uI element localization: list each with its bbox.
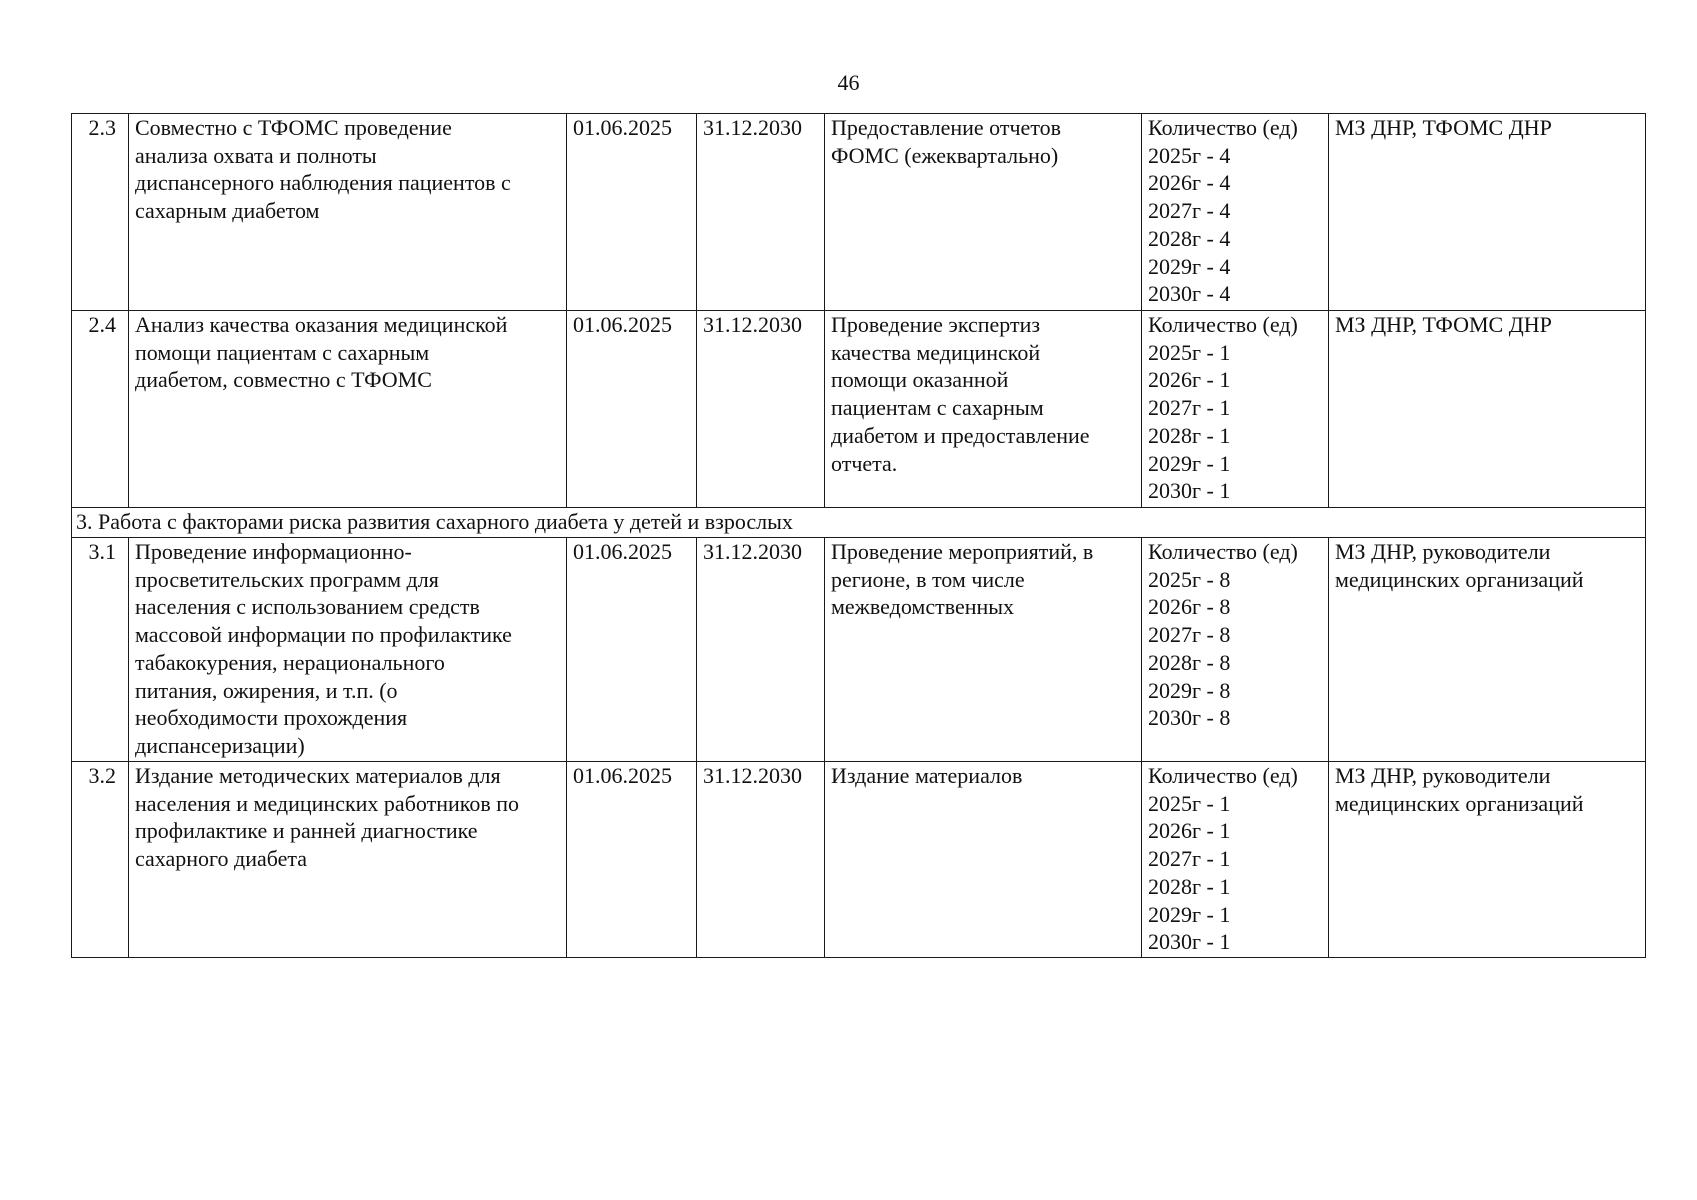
result-cell-line: пациентам с сахарным [831, 395, 1044, 421]
event-cell-line: Издание методических материалов для [135, 763, 501, 788]
responsible-cell [1329, 538, 1646, 762]
responsible-cell [1329, 762, 1646, 958]
end-date-cell: 31.12.2030 [697, 762, 825, 958]
end-date-cell: 31.12.2030 [697, 114, 825, 311]
event-cell [129, 311, 567, 508]
indicator-cell-line: 2026г - 1 [1148, 818, 1231, 844]
indicator-cell-line: 2030г - 8 [1148, 705, 1231, 731]
indicator-cell-line: 2026г - 8 [1148, 594, 1231, 620]
indicator-cell-line: 2028г - 1 [1148, 422, 1231, 448]
indicator-cell-line: 2029г - 1 [1148, 450, 1231, 476]
responsible-cell-line: МЗ ДНР, руководители [1335, 539, 1551, 564]
row-number: 2.4 [72, 311, 129, 508]
indicator-cell-line: 2025г - 1 [1148, 790, 1231, 816]
event-cell-line: необходимости прохождения [135, 705, 408, 731]
indicator-cell-line: 2027г - 1 [1148, 846, 1231, 872]
indicator-cell [1142, 762, 1329, 958]
result-cell [825, 311, 1142, 508]
event-cell-line: диабетом, совместно с ТФОМС [135, 367, 432, 393]
event-cell-line: анализа охвата и полноты [135, 142, 377, 168]
event-cell [129, 538, 567, 762]
event-cell-line: сахарным диабетом [135, 198, 320, 224]
event-cell [129, 114, 567, 311]
indicator-cell-line: Количество (ед) [1148, 312, 1298, 337]
indicator-cell-line: 2029г - 4 [1148, 253, 1231, 279]
indicator-cell-line: 2028г - 8 [1148, 649, 1231, 675]
indicator-cell-line: 2025г - 1 [1148, 339, 1231, 365]
indicator-cell-line: 2026г - 1 [1148, 367, 1231, 393]
event-cell [129, 762, 567, 958]
responsible-cell [1329, 114, 1646, 311]
page-number: 46 [837, 70, 860, 95]
result-cell [825, 114, 1142, 311]
end-date-cell: 31.12.2030 [697, 538, 825, 762]
indicator-cell-line: 2027г - 4 [1148, 198, 1231, 224]
result-cell-line: межведомственных [831, 594, 1015, 620]
table-row [72, 114, 1646, 311]
responsible-cell-line: медицинских организаций [1335, 790, 1584, 816]
event-cell-line: питания, ожирения, и т.п. (о [135, 677, 398, 703]
event-cell-line: населения с использованием средств [135, 594, 480, 620]
section-row [72, 508, 1646, 538]
result-cell-line: регионе, в том числе [831, 566, 1025, 592]
indicator-cell-line: 2027г - 1 [1148, 395, 1231, 421]
start-date-cell: 01.06.2025 [567, 114, 697, 311]
event-cell-line: Проведение информационно- [135, 539, 412, 564]
indicator-cell-line: 2029г - 8 [1148, 677, 1231, 703]
section-heading: 3. Работа с факторами риска развития сахарного диабета у детей и взрослых [72, 508, 1646, 538]
indicator-cell-line: 2028г - 1 [1148, 873, 1231, 899]
event-cell-line: массовой информации по профилактике [135, 622, 512, 648]
indicator-cell [1142, 311, 1329, 508]
event-cell-line: диспансерного наблюдения пациентов с [135, 170, 511, 196]
result-cell-line: Проведение мероприятий, в [831, 539, 1094, 564]
responsible-cell-line: МЗ ДНР, руководители [1335, 763, 1551, 788]
row-number: 3.2 [72, 762, 129, 958]
event-cell-line: профилактике и ранней диагностике [135, 818, 478, 844]
indicator-cell-line: Количество (ед) [1148, 763, 1298, 788]
responsible-cell-line: МЗ ДНР, ТФОМС ДНР [1335, 115, 1552, 140]
result-cell-line: Предоставление отчетов [831, 115, 1062, 140]
event-cell-line: Совместно с ТФОМС проведение [135, 115, 452, 140]
table-row [72, 538, 1646, 762]
row-number: 2.3 [72, 114, 129, 311]
event-cell-line: сахарного диабета [135, 846, 308, 872]
start-date-cell: 01.06.2025 [567, 762, 697, 958]
responsible-cell [1329, 311, 1646, 508]
start-date-cell: 01.06.2025 [567, 538, 697, 762]
responsible-cell-line: медицинских организаций [1335, 566, 1584, 592]
result-cell-line: диабетом и предоставление [831, 422, 1090, 448]
result-cell-line: ФОМС (ежеквартально) [831, 142, 1059, 168]
end-date-cell: 31.12.2030 [697, 311, 825, 508]
result-cell-line: Издание материалов [831, 763, 1023, 788]
start-date-cell: 01.06.2025 [567, 311, 697, 508]
responsible-cell-line: МЗ ДНР, ТФОМС ДНР [1335, 312, 1552, 337]
indicator-cell [1142, 114, 1329, 311]
indicator-cell-line: 2025г - 8 [1148, 566, 1231, 592]
indicator-cell-line: 2030г - 4 [1148, 281, 1231, 307]
action-plan-table [71, 113, 1646, 958]
result-cell-line: отчета. [831, 450, 898, 476]
indicator-cell-line: 2030г - 1 [1148, 478, 1231, 504]
indicator-cell-line: 2030г - 1 [1148, 929, 1231, 955]
indicator-cell-line: 2029г - 1 [1148, 901, 1231, 927]
indicator-cell-line: 2025г - 4 [1148, 142, 1231, 168]
row-number: 3.1 [72, 538, 129, 762]
event-cell-line: помощи пациентам с сахарным [135, 339, 430, 365]
result-cell-line: Проведение экспертиз [831, 312, 1041, 337]
event-cell-line: диспансеризации) [135, 732, 305, 758]
result-cell-line: качества медицинской [831, 339, 1041, 365]
table-row [72, 311, 1646, 508]
indicator-cell-line: Количество (ед) [1148, 115, 1298, 140]
table-body [72, 114, 1646, 958]
event-cell-line: табакокурения, нерационального [135, 649, 445, 675]
event-cell-line: Анализ качества оказания медицинской [135, 312, 508, 337]
result-cell [825, 538, 1142, 762]
table-row [72, 762, 1646, 958]
indicator-cell [1142, 538, 1329, 762]
indicator-cell-line: 2026г - 4 [1148, 170, 1231, 196]
event-cell-line: просветительских программ для [135, 566, 439, 592]
indicator-cell-line: Количество (ед) [1148, 539, 1298, 564]
indicator-cell-line: 2027г - 8 [1148, 622, 1231, 648]
result-cell [825, 762, 1142, 958]
event-cell-line: населения и медицинских работников по [135, 790, 519, 816]
indicator-cell-line: 2028г - 4 [1148, 225, 1231, 251]
result-cell-line: помощи оказанной [831, 367, 1009, 393]
